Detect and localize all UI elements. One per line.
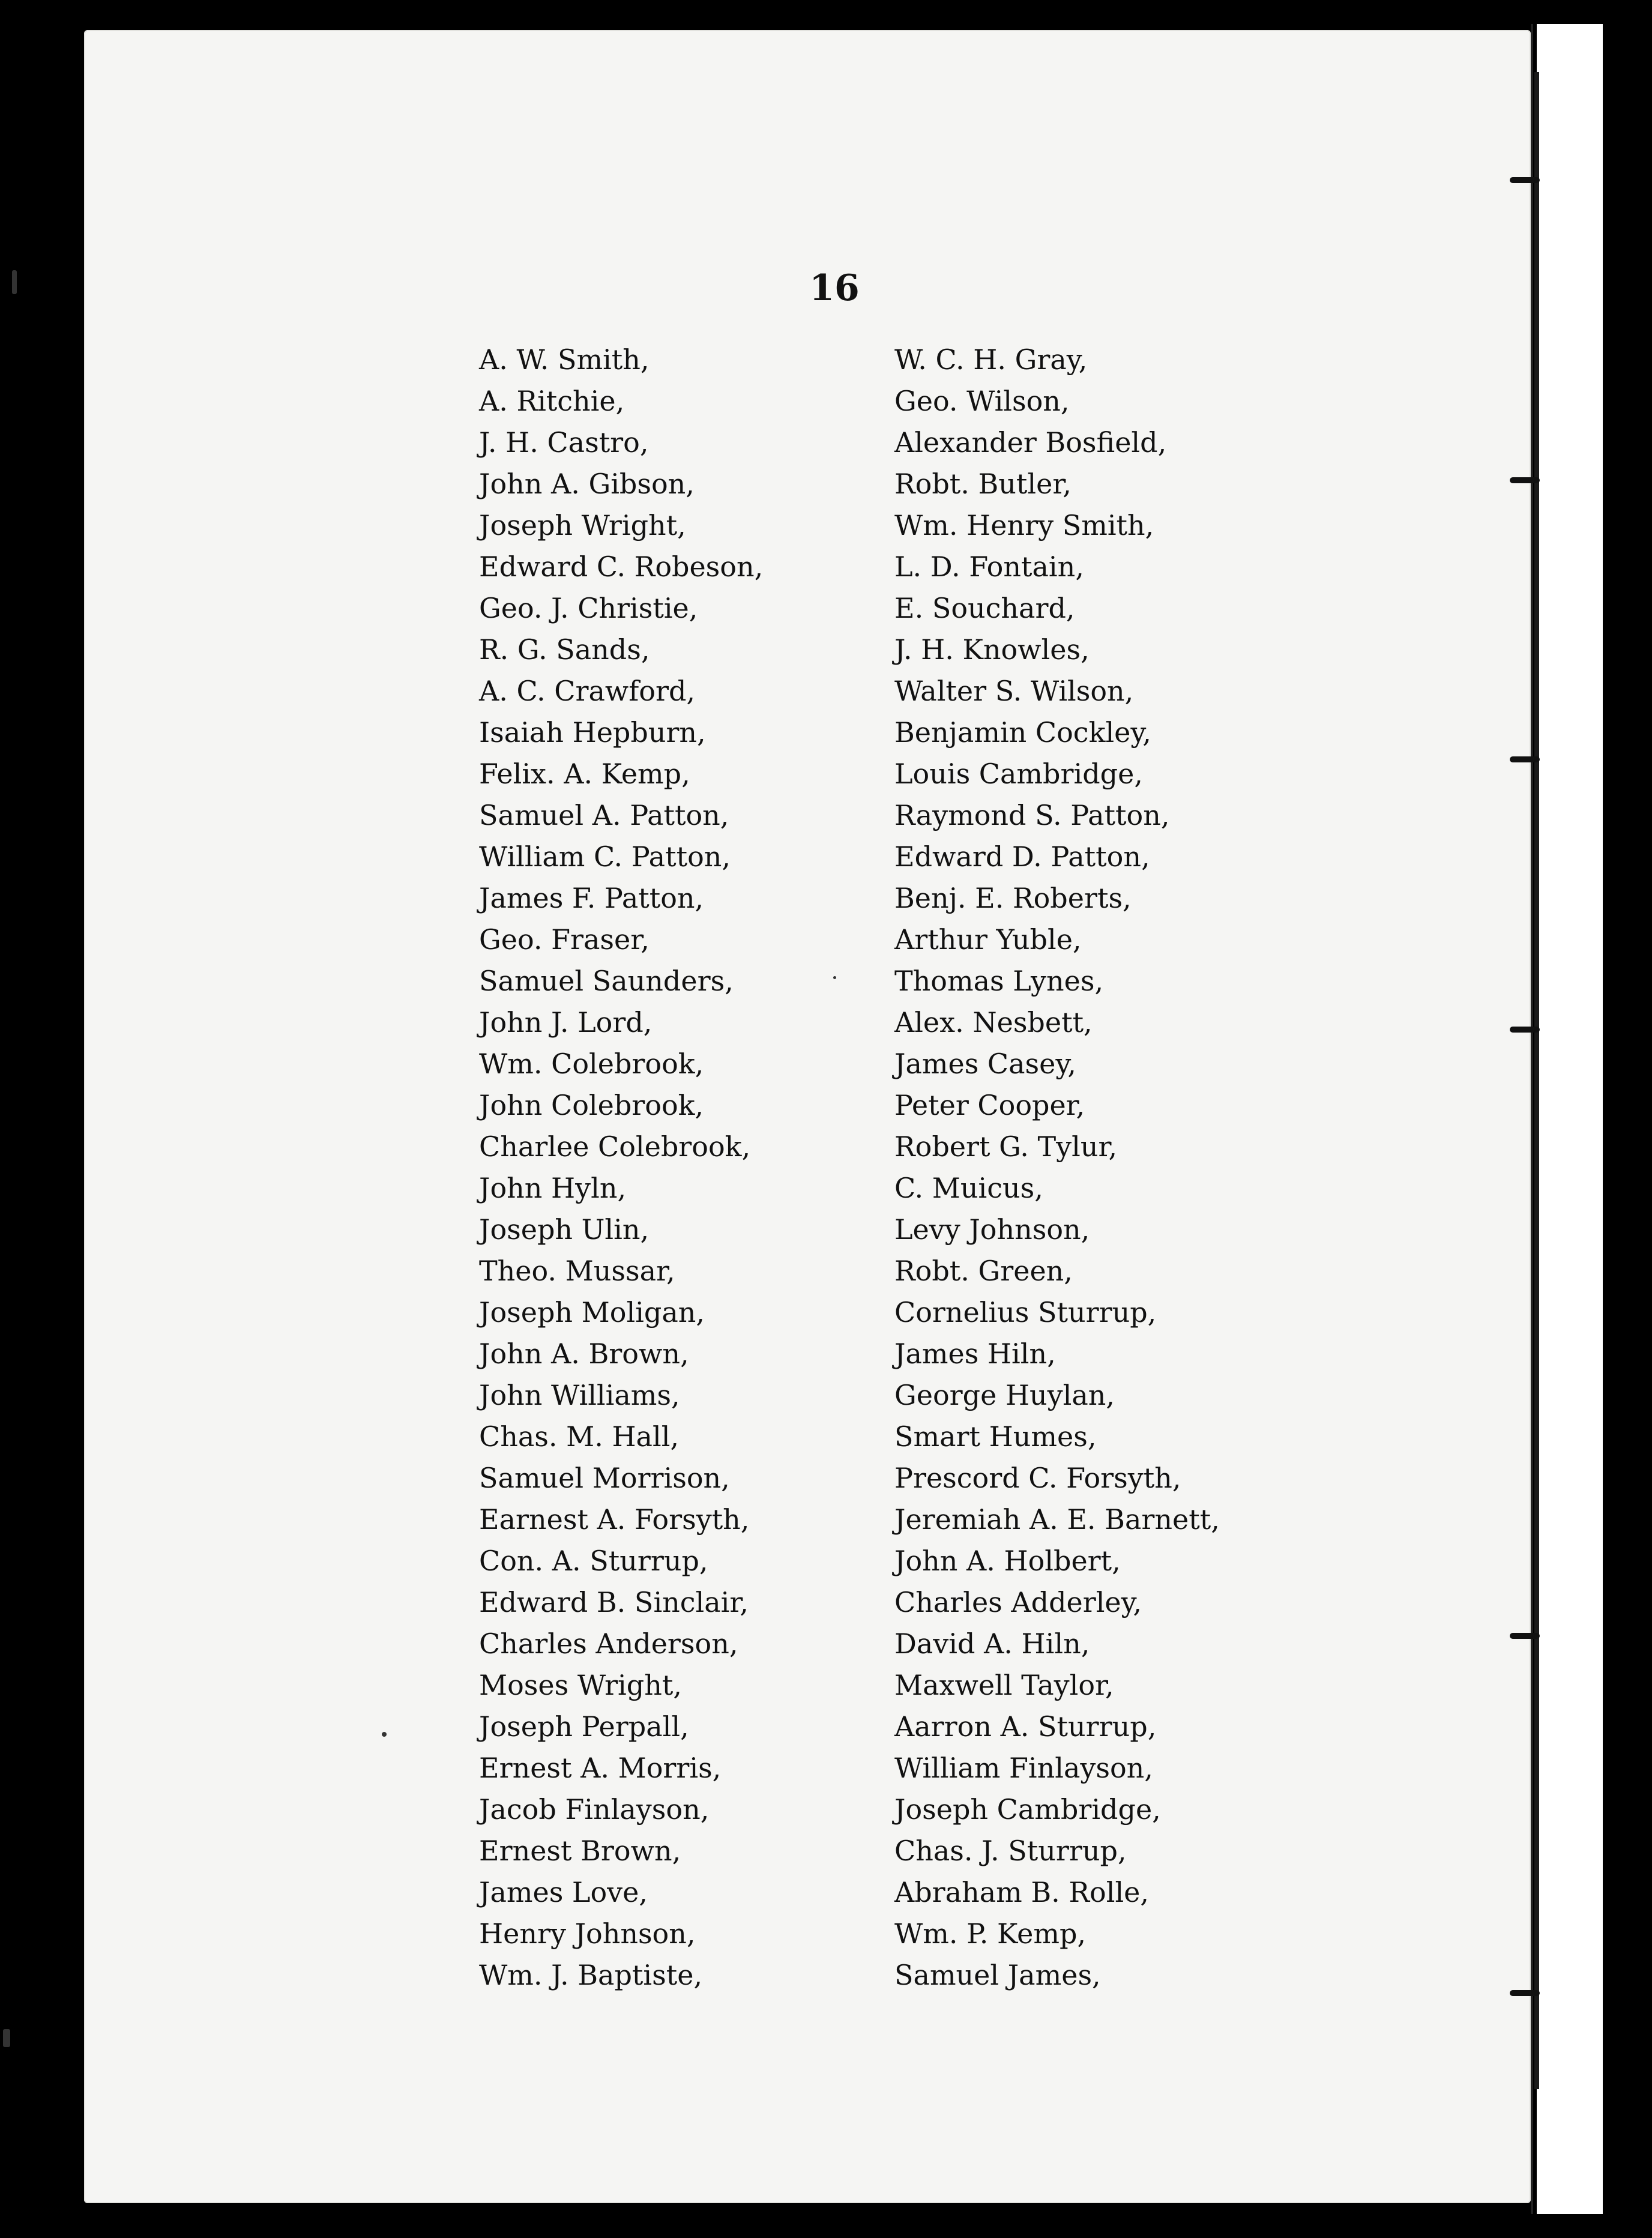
name-entry: Con. A. Sturrup, <box>479 1545 708 1577</box>
name-entry: Theo. Mussar, <box>479 1255 675 1287</box>
name-entry: Alex. Nesbett, <box>894 1006 1093 1039</box>
names-column-right <box>894 339 1303 1996</box>
name-entry: Geo. J. Christie, <box>479 592 698 624</box>
name-entry: Samuel Morrison, <box>479 1462 730 1494</box>
binding-stitch <box>1510 1990 1540 1996</box>
name-entry: William C. Patton, <box>479 840 731 873</box>
name-entry: Edward B. Sinclair, <box>479 1586 749 1618</box>
name-entry: Wm. Henry Smith, <box>894 509 1154 541</box>
name-entry: Robt. Green, <box>894 1255 1073 1287</box>
name-entry: A. Ritchie, <box>479 385 625 417</box>
name-entry: Joseph Wright, <box>479 509 686 541</box>
name-entry: W. C. H. Gray, <box>894 343 1088 376</box>
name-entry: Samuel Saunders, <box>479 965 734 997</box>
name-entry: Alexander Bosfield, <box>894 426 1167 459</box>
name-entry: Benj. E. Roberts, <box>894 882 1132 914</box>
binding-stitch <box>1510 177 1540 183</box>
name-entry: J. H. Castro, <box>479 426 649 459</box>
name-entry: Edward C. Robeson, <box>479 550 764 583</box>
page-edge <box>1531 24 1533 2214</box>
name-entry: Smart Humes, <box>894 1420 1097 1453</box>
name-entry: Geo. Fraser, <box>479 923 650 956</box>
name-entry: Arthur Yuble, <box>894 923 1082 956</box>
name-entry: Prescord C. Forsyth, <box>894 1462 1181 1494</box>
name-entry: Levy Johnson, <box>894 1213 1090 1246</box>
name-entry: Edward D. Patton, <box>894 840 1150 873</box>
name-entry: Felix. A. Kemp, <box>479 758 690 790</box>
name-entry: Joseph Moligan, <box>479 1296 705 1329</box>
name-entry: Abraham B. Rolle, <box>894 1876 1150 1908</box>
name-entry: Isaiah Hepburn, <box>479 716 706 749</box>
name-entry: Benjamin Cockley, <box>894 716 1151 749</box>
name-entry: Charles Adderley, <box>894 1586 1142 1618</box>
name-entry: William Finlayson, <box>894 1752 1153 1784</box>
name-entry: James Love, <box>479 1876 648 1908</box>
name-entry: Chas. M. Hall, <box>479 1420 680 1453</box>
name-entry: Charlee Colebrook, <box>479 1130 751 1163</box>
name-entry: J. H. Knowles, <box>894 633 1090 666</box>
binding-stitch <box>1510 756 1540 762</box>
name-entry: John A. Brown, <box>479 1338 689 1370</box>
name-entry: Robt. Butler, <box>894 468 1072 500</box>
name-entry: Samuel A. Patton, <box>479 799 729 831</box>
names-column-left <box>479 339 863 1996</box>
binding-stitch <box>1510 1633 1540 1639</box>
name-entry: Chas. J. Sturrup, <box>894 1835 1127 1867</box>
scan-speck <box>382 1732 387 1737</box>
name-entry: E. Souchard, <box>894 592 1075 624</box>
name-entry: Cornelius Sturrup, <box>894 1296 1157 1329</box>
name-entry: Aarron A. Sturrup, <box>894 1710 1157 1743</box>
name-entry: John A. Gibson, <box>479 468 695 500</box>
name-entry: Robert G. Tylur, <box>894 1130 1118 1163</box>
name-entry: Wm. J. Baptiste, <box>479 1959 703 1991</box>
name-entry: Wm. Colebrook, <box>479 1048 704 1080</box>
name-entry: Raymond S. Patton, <box>894 799 1170 831</box>
name-entry: Moses Wright, <box>479 1669 682 1701</box>
binding-thread <box>1534 72 1539 2089</box>
binding-stitch <box>1510 477 1540 483</box>
name-entry: James Casey, <box>894 1048 1076 1080</box>
name-entry: Charles Anderson, <box>479 1627 738 1660</box>
name-entry: Peter Cooper, <box>894 1089 1085 1121</box>
name-entry: John A. Holbert, <box>894 1545 1121 1577</box>
name-entry: Samuel James, <box>894 1959 1101 1991</box>
binding-margin <box>1537 24 1603 2214</box>
name-entry: George Huylan, <box>894 1379 1115 1411</box>
name-entry: R. G. Sands, <box>479 633 650 666</box>
scan-speck <box>12 270 17 294</box>
name-entry: John J. Lord, <box>479 1006 653 1039</box>
name-entry: James F. Patton, <box>479 882 704 914</box>
name-entry: C. Muicus, <box>894 1172 1043 1204</box>
name-entry: Ernest Brown, <box>479 1835 681 1867</box>
name-entry: Walter S. Wilson, <box>894 675 1134 707</box>
name-entry: Jacob Finlayson, <box>479 1793 710 1826</box>
binding-stitch <box>1510 1027 1540 1033</box>
name-entry: L. D. Fontain, <box>894 550 1084 583</box>
name-entry: A. C. Crawford, <box>479 675 696 707</box>
name-entry: A. W. Smith, <box>479 343 650 376</box>
name-entry: John Williams, <box>479 1379 680 1411</box>
scan-speck <box>3 2029 10 2047</box>
name-entry: Maxwell Taylor, <box>894 1669 1114 1701</box>
name-entry: John Hyln, <box>479 1172 627 1204</box>
name-entry: Henry Johnson, <box>479 1917 696 1950</box>
name-entry: Joseph Ulin, <box>479 1213 650 1246</box>
page-number: 16 <box>809 267 860 309</box>
name-entry: James Hiln, <box>894 1338 1056 1370</box>
name-entry: Wm. P. Kemp, <box>894 1917 1087 1950</box>
name-entry: John Colebrook, <box>479 1089 704 1121</box>
name-entry: Jeremiah A. E. Barnett, <box>894 1503 1220 1536</box>
name-entry: Joseph Perpall, <box>479 1710 689 1743</box>
name-entry: Louis Cambridge, <box>894 758 1143 790</box>
name-entry: Joseph Cambridge, <box>894 1793 1161 1826</box>
name-entry: Geo. Wilson, <box>894 385 1070 417</box>
name-entry: Thomas Lynes, <box>894 965 1104 997</box>
name-entry: Earnest A. Forsyth, <box>479 1503 750 1536</box>
name-entry: David A. Hiln, <box>894 1627 1090 1660</box>
name-entry: Ernest A. Morris, <box>479 1752 722 1784</box>
